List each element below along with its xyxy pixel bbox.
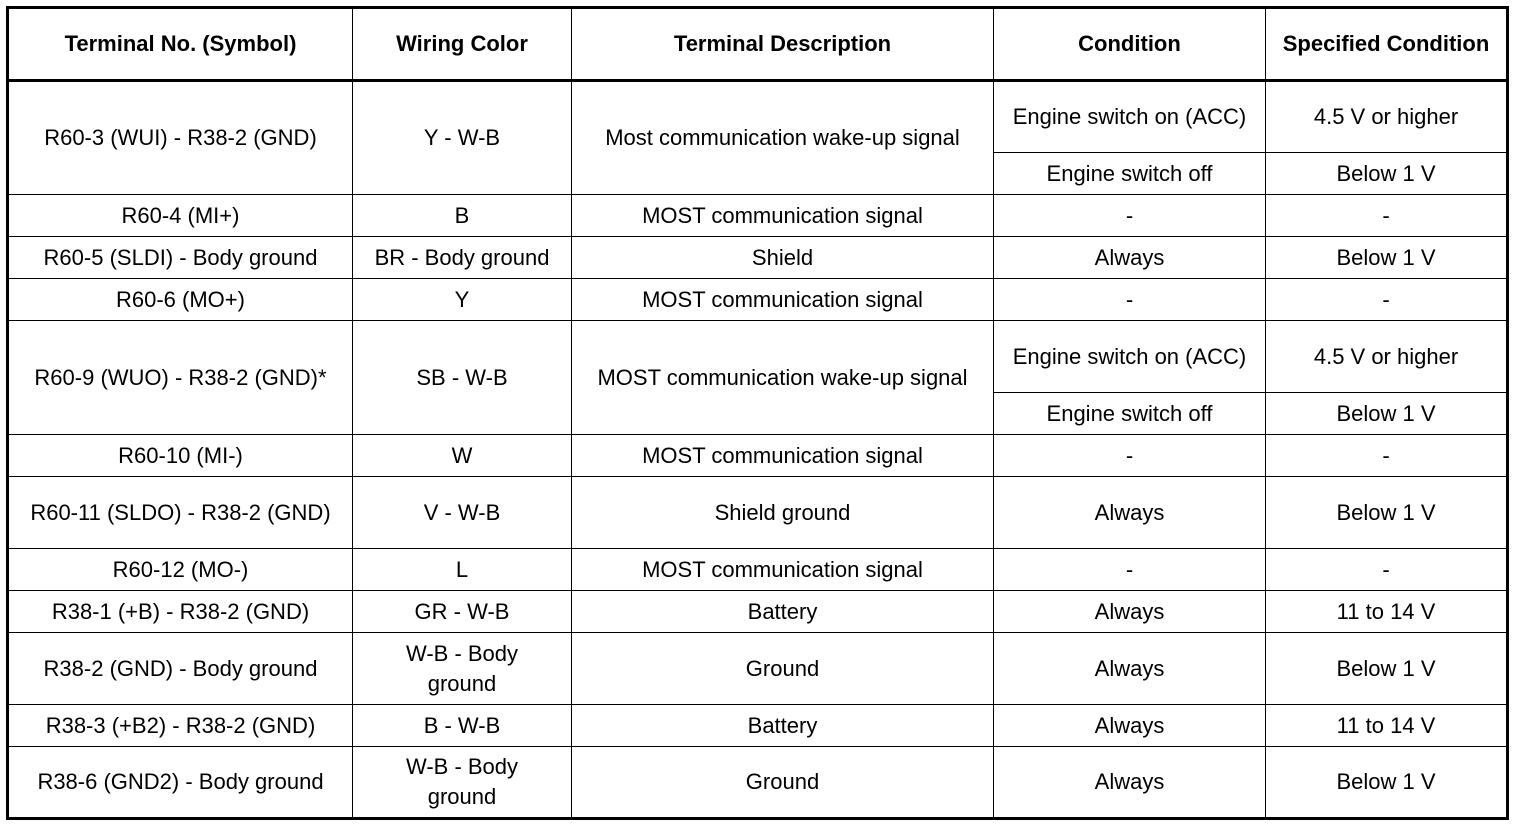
condition-cell: Always: [994, 633, 1266, 705]
wiring-cell: B - W-B: [353, 705, 572, 747]
wiring-cell: W-B - Body ground: [353, 633, 572, 705]
spec-cell: Below 1 V: [1266, 393, 1508, 435]
spec-cell: 11 to 14 V: [1266, 705, 1508, 747]
condition-cell: Engine switch off: [994, 393, 1266, 435]
terminal-cell: R38-1 (+B) - R38-2 (GND): [8, 591, 353, 633]
description-cell: Battery: [572, 705, 994, 747]
condition-cell: -: [994, 435, 1266, 477]
spec-cell: Below 1 V: [1266, 153, 1508, 195]
terminal-cell: R60-11 (SLDO) - R38-2 (GND): [8, 477, 353, 549]
table-row: [8, 435, 1508, 477]
spec-cell: 4.5 V or higher: [1266, 81, 1508, 153]
wiring-cell: L: [353, 549, 572, 591]
description-cell: MOST communication signal: [572, 435, 994, 477]
wiring-cell: W-B - Body ground: [353, 747, 572, 819]
table-row: [8, 705, 1508, 747]
description-cell: Ground: [572, 633, 994, 705]
table-row: [8, 195, 1508, 237]
condition-cell: Engine switch off: [994, 153, 1266, 195]
terminal-cell: R38-6 (GND2) - Body ground: [8, 747, 353, 819]
terminal-cell: R60-9 (WUO) - R38-2 (GND)*: [8, 321, 353, 435]
header-condition: Condition: [994, 8, 1266, 81]
condition-cell: Always: [994, 591, 1266, 633]
table-row: [8, 549, 1508, 591]
spec-cell: Below 1 V: [1266, 633, 1508, 705]
condition-cell: -: [994, 279, 1266, 321]
spec-cell: -: [1266, 195, 1508, 237]
header-row: [8, 8, 1508, 81]
spec-cell: -: [1266, 279, 1508, 321]
wiring-cell: W: [353, 435, 572, 477]
condition-cell: Always: [994, 705, 1266, 747]
description-cell: Most communication wake-up signal: [572, 81, 994, 195]
description-cell: Shield: [572, 237, 994, 279]
description-cell: Battery: [572, 591, 994, 633]
table-row: [8, 477, 1508, 549]
spec-cell: -: [1266, 435, 1508, 477]
description-cell: MOST communication signal: [572, 549, 994, 591]
spec-cell: Below 1 V: [1266, 237, 1508, 279]
terminal-cell: R60-4 (MI+): [8, 195, 353, 237]
condition-cell: Always: [994, 477, 1266, 549]
table-row: [8, 279, 1508, 321]
wiring-cell: BR - Body ground: [353, 237, 572, 279]
spec-cell: 4.5 V or higher: [1266, 321, 1508, 393]
header-specified-condition: Specified Condition: [1266, 8, 1508, 81]
table-row: [8, 321, 1508, 393]
spec-cell: Below 1 V: [1266, 477, 1508, 549]
terminal-cell: R60-3 (WUI) - R38-2 (GND): [8, 81, 353, 195]
description-cell: MOST communication signal: [572, 279, 994, 321]
terminal-cell: R60-6 (MO+): [8, 279, 353, 321]
wiring-cell: GR - W-B: [353, 591, 572, 633]
table-row: [8, 237, 1508, 279]
wiring-cell: B: [353, 195, 572, 237]
condition-cell: Always: [994, 747, 1266, 819]
wiring-cell: V - W-B: [353, 477, 572, 549]
terminal-cell: R60-5 (SLDI) - Body ground: [8, 237, 353, 279]
terminal-cell: R60-10 (MI-): [8, 435, 353, 477]
terminal-cell: R38-3 (+B2) - R38-2 (GND): [8, 705, 353, 747]
terminal-cell: R60-12 (MO-): [8, 549, 353, 591]
header-wiring-color: Wiring Color: [353, 8, 572, 81]
table-row: [8, 81, 1508, 153]
wiring-cell: SB - W-B: [353, 321, 572, 435]
condition-cell: Engine switch on (ACC): [994, 81, 1266, 153]
header-terminal-description: Terminal Description: [572, 8, 994, 81]
description-cell: Shield ground: [572, 477, 994, 549]
terminal-cell: R38-2 (GND) - Body ground: [8, 633, 353, 705]
wiring-cell: Y: [353, 279, 572, 321]
description-cell: MOST communication wake-up signal: [572, 321, 994, 435]
table-row: [8, 747, 1508, 819]
description-cell: Ground: [572, 747, 994, 819]
spec-cell: 11 to 14 V: [1266, 591, 1508, 633]
condition-cell: Engine switch on (ACC): [994, 321, 1266, 393]
table-row: [8, 591, 1508, 633]
description-cell: MOST communication signal: [572, 195, 994, 237]
condition-cell: Always: [994, 237, 1266, 279]
condition-cell: -: [994, 549, 1266, 591]
condition-cell: -: [994, 195, 1266, 237]
table-row: [8, 633, 1508, 705]
spec-cell: Below 1 V: [1266, 747, 1508, 819]
spec-cell: -: [1266, 549, 1508, 591]
wiring-cell: Y - W-B: [353, 81, 572, 195]
terminal-spec-table: [6, 6, 1509, 820]
header-terminal: Terminal No. (Symbol): [8, 8, 353, 81]
